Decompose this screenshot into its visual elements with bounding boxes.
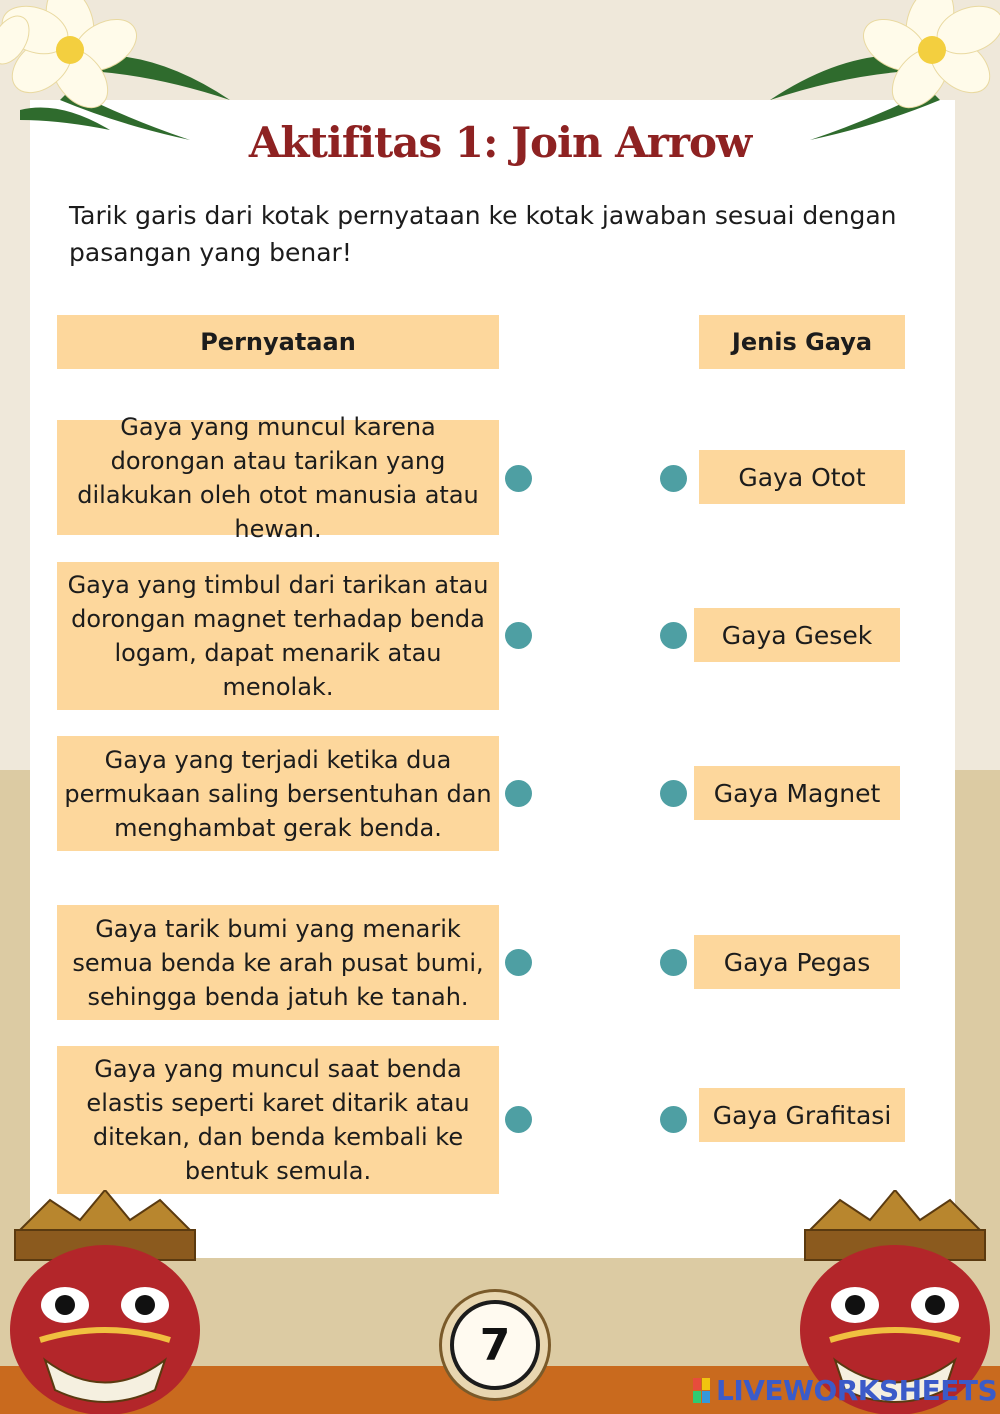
statement-connector-5[interactable] xyxy=(505,1106,532,1133)
answer-connector-5[interactable] xyxy=(660,1106,687,1133)
answer-box-5: Gaya Grafitasi xyxy=(699,1088,905,1142)
watermark-text: LIVEWORKSHEETS xyxy=(716,1374,998,1407)
answer-connector-3[interactable] xyxy=(660,780,687,807)
statement-connector-3[interactable] xyxy=(505,780,532,807)
answer-box-2: Gaya Gesek xyxy=(694,608,900,662)
page-title: Aktifitas 1: Join Arrow xyxy=(248,118,752,167)
statement-box-3: Gaya yang terjadi ketika dua permukaan saling bersentuhan dan menghambat gerak benda. xyxy=(57,736,499,851)
statement-box-2: Gaya yang timbul dari tarikan atau dorongan magnet terhadap benda logam, dapat menarik atau menolak. xyxy=(57,562,499,710)
answer-connector-2[interactable] xyxy=(660,622,687,649)
answer-box-3: Gaya Magnet xyxy=(694,766,900,820)
instruction-text: Tarik garis dari kotak pernyataan ke kotak jawaban sesuai dengan pasangan yang benar! xyxy=(69,201,897,267)
statement-connector-1[interactable] xyxy=(505,465,532,492)
answer-connector-1[interactable] xyxy=(660,465,687,492)
statement-box-4: Gaya tarik bumi yang menarik semua benda ke arah pusat bumi, sehingga benda jatuh ke tanah. xyxy=(57,905,499,1020)
statement-box-1: Gaya yang muncul karena dorongan atau tarikan yang dilakukan oleh otot manusia atau hewan. xyxy=(57,420,499,535)
page-number: 7 xyxy=(450,1300,540,1390)
statement-box-5: Gaya yang muncul saat benda elastis seperti karet ditarik atau ditekan, dan benda kembali ke bentuk semula. xyxy=(57,1046,499,1194)
answer-box-4: Gaya Pegas xyxy=(694,935,900,989)
answer-box-1: Gaya Otot xyxy=(699,450,905,504)
barong-mask-icon xyxy=(0,1190,210,1414)
answer-connector-4[interactable] xyxy=(660,949,687,976)
header-statements: Pernyataan xyxy=(57,315,499,369)
statement-connector-4[interactable] xyxy=(505,949,532,976)
liveworksheets-logo-icon xyxy=(693,1378,711,1404)
statement-connector-2[interactable] xyxy=(505,622,532,649)
header-answers: Jenis Gaya xyxy=(699,315,905,369)
